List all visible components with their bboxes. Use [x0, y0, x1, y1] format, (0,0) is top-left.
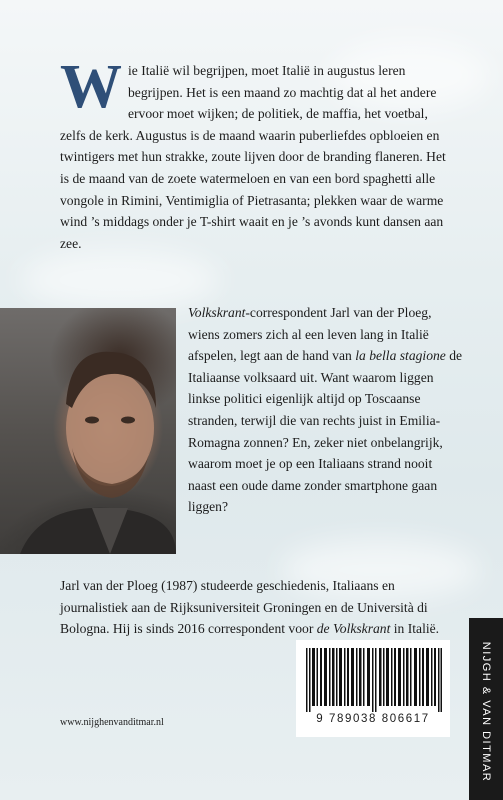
barcode-icon — [306, 648, 442, 712]
description-text-2: de Italiaanse volksaard uit. Want waarom liggen linkse politici eigenlijk altijd op Toscaanse stranden, terwijl die van rechts juist in Emilia-Romagna zonnen? En, zeker niet onbelangrijk, waarom moet je op een Italiaans strand nooit naast een oude dame zonder smartphone gaan liggen? — [188, 348, 463, 515]
description-text-1: -correspondent Jarl van der Ploeg, wiens zomers zich al een leven lang in Italië afspelen, legt aan de hand van — [188, 305, 432, 364]
publisher-website[interactable]: www.nijghenvanditmar.nl — [60, 717, 164, 728]
isbn-barcode — [296, 640, 450, 737]
newspaper-name: Volkskrant — [188, 305, 246, 320]
author-bio — [60, 575, 460, 640]
book-description — [188, 302, 463, 518]
intro-text: ie Italië wil begrijpen, moet Italië in augustus leren begrijpen. Het is een maand zo machtig dat al het andere ervoor moet wijken; de politiek, de maffia, het voetbal, zelfs de kerk. Augustus is de maand waarin puberliefdes opbloeien en twintigers met hun strakke, zoute lijven door de branding flaneren. Het is de maand van de zoete watermeloen en van een bord spaghetti alle vongole in Rimini, Ventimiglia of Pietrasanta; plekken waar de warme wind ’s middags onder je T-shirt waait en je ’s avonds kunt dansen aan zee. — [60, 63, 446, 251]
author-photo — [0, 308, 176, 554]
bio-text-1: Jarl van der Ploeg (1987) studeerde geschiedenis, Italiaans en journalistiek aan de Rijksuniversiteit Groningen en de Università di Bologna. Hij is sinds 2016 correspondent voor — [60, 578, 428, 637]
dropcap-letter: W — [60, 53, 122, 121]
author-portrait-icon — [0, 308, 176, 554]
cloud-decoration — [20, 250, 220, 310]
publisher-name: NIJGH & VAN DITMAR — [480, 641, 492, 783]
newspaper-name-bio: de Volkskrant — [316, 621, 391, 637]
intro-paragraph — [60, 53, 455, 254]
italic-phrase: la bella stagione — [355, 348, 446, 364]
bio-text-2: in Italië. — [390, 621, 440, 637]
isbn-number: 9 789038 806617 — [316, 713, 430, 725]
